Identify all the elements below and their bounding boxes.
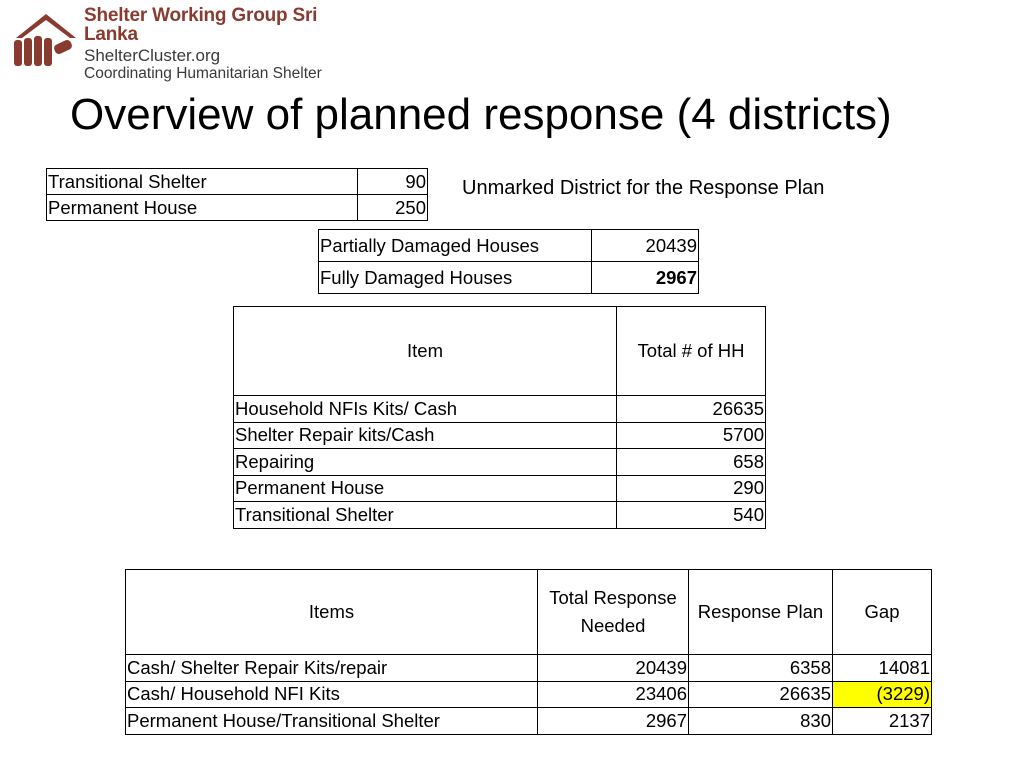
header-total-needed: Total Response Needed [538, 570, 689, 655]
table-row [126, 708, 932, 735]
table-row [319, 230, 699, 262]
row-label: Fully Damaged Houses [319, 262, 592, 294]
response-gap-table [125, 569, 932, 735]
logo-tagline: Coordinating Humanitarian Shelter [84, 65, 322, 82]
shelter-type-table [46, 168, 428, 221]
row-label: Transitional Shelter [47, 169, 358, 195]
plan-cell: 830 [689, 708, 833, 735]
total-cell: 290 [617, 475, 766, 502]
item-cell: Cash/ Shelter Repair Kits/repair [126, 655, 538, 682]
row-value: 20439 [592, 230, 699, 262]
table-row [47, 195, 428, 221]
table-row [234, 396, 766, 423]
logo-title: Shelter Working Group Sri Lanka [84, 5, 318, 45]
total-cell: 540 [617, 502, 766, 529]
table-row [234, 449, 766, 476]
header-response-plan: Response Plan [689, 570, 833, 655]
plan-cell: 26635 [689, 681, 833, 708]
header-items: Items [126, 570, 538, 655]
items-hh-table [233, 306, 766, 529]
table-row [234, 475, 766, 502]
damaged-houses-table [318, 229, 699, 294]
total-cell: 26635 [617, 396, 766, 423]
item-cell: Transitional Shelter [234, 502, 617, 529]
row-value: 90 [358, 169, 428, 195]
gap-cell: 2137 [833, 708, 932, 735]
item-cell: Permanent House [234, 475, 617, 502]
total-cell: 5700 [617, 422, 766, 449]
header-total-hh: Total # of HH [617, 307, 766, 396]
row-value: 250 [358, 195, 428, 221]
table-row [319, 262, 699, 294]
item-cell: Cash/ Household NFI Kits [126, 681, 538, 708]
logo-site: ShelterCluster.org [84, 46, 221, 65]
needed-cell: 20439 [538, 655, 689, 682]
table-row [234, 502, 766, 529]
item-cell: Repairing [234, 449, 617, 476]
gap-cell-highlighted: (3229) [833, 681, 932, 708]
item-cell: Permanent House/Transitional Shelter [126, 708, 538, 735]
logo [4, 0, 376, 80]
row-label: Partially Damaged Houses [319, 230, 592, 262]
header-gap: Gap [833, 570, 932, 655]
row-label: Permanent House [47, 195, 358, 221]
table-header [234, 307, 766, 396]
gap-cell: 14081 [833, 655, 932, 682]
total-cell: 658 [617, 449, 766, 476]
item-cell: Household NFIs Kits/ Cash [234, 396, 617, 423]
table-row [126, 681, 932, 708]
plan-cell: 6358 [689, 655, 833, 682]
house-hands-icon [10, 8, 80, 70]
page-title: Overview of planned response (4 districts) [70, 90, 892, 139]
table-row [234, 422, 766, 449]
table-row [126, 655, 932, 682]
table-header [126, 570, 932, 655]
item-cell: Shelter Repair kits/Cash [234, 422, 617, 449]
district-note: Unmarked District for the Response Plan [462, 177, 825, 199]
row-value: 2967 [592, 262, 699, 294]
needed-cell: 2967 [538, 708, 689, 735]
table-row [47, 169, 428, 195]
header-item: Item [234, 307, 617, 396]
needed-cell: 23406 [538, 681, 689, 708]
